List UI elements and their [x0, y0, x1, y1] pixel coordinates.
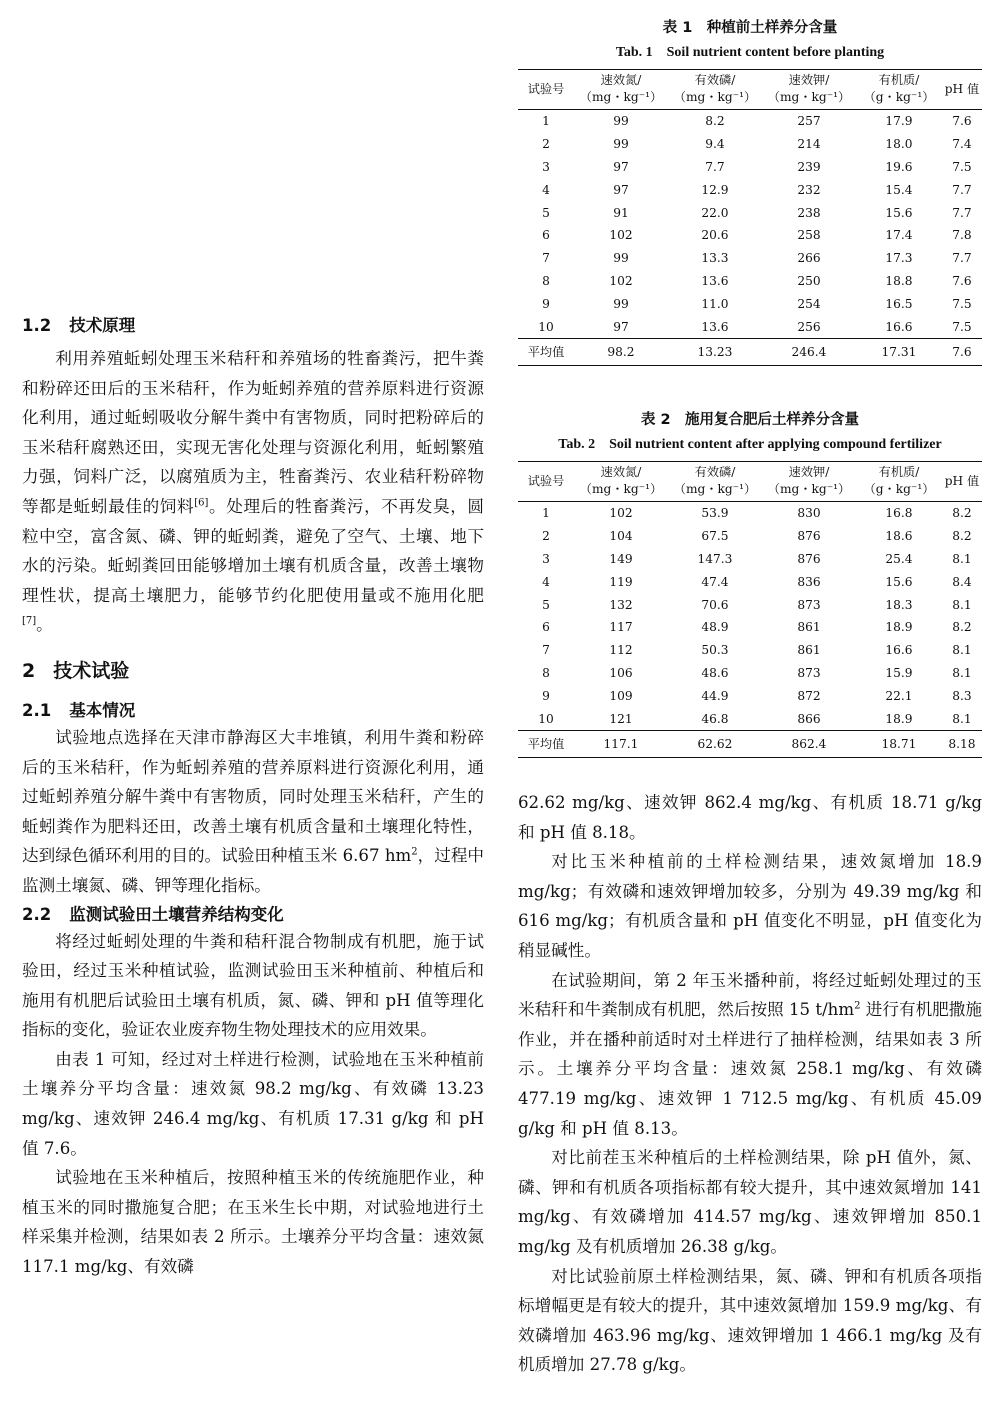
table-cell: 99 — [613, 251, 629, 266]
table-cell: 4 — [542, 182, 550, 197]
table-row — [518, 548, 982, 571]
table-cell: 1 — [542, 506, 550, 521]
table-cell: 16.6 — [885, 319, 913, 334]
table-row — [518, 247, 982, 270]
column-header: 有机质/ （g・kg⁻¹） — [863, 73, 935, 104]
table-cell: 8.2 — [952, 506, 972, 521]
table-cell: 15.6 — [885, 205, 913, 220]
table-row — [518, 593, 982, 616]
column-header: 试验号 — [527, 473, 565, 488]
table-average-row — [518, 338, 982, 365]
table-cell: 13.6 — [701, 273, 729, 288]
table-cell: 2 — [542, 529, 550, 544]
table-2-caption-cn: 表 2 施用复合肥后土样养分含量 — [640, 412, 860, 428]
table-cell: 18.9 — [885, 620, 913, 635]
table-cell: 214 — [797, 137, 821, 152]
section-heading-2-2: 2.2 监测试验田土壤营养结构变化 — [22, 904, 284, 924]
table-cell: 44.9 — [701, 688, 729, 703]
table-row — [518, 224, 982, 247]
table-cell: 866 — [797, 711, 821, 726]
table-cell: 11.0 — [701, 296, 729, 311]
table-cell: 876 — [797, 529, 821, 544]
column-header: 有效磷/ （mg・kg⁻¹） — [673, 73, 757, 104]
table-cell: 8.1 — [952, 597, 972, 612]
table-2-block — [518, 408, 982, 758]
table-cell: 7.7 — [952, 205, 972, 220]
table-cell: 18.71 — [881, 736, 917, 751]
table-cell: 22.0 — [701, 205, 729, 220]
table-cell: 102 — [609, 273, 633, 288]
table-cell: 102 — [609, 228, 633, 243]
table-1-block — [518, 16, 982, 366]
table-cell: 16.6 — [885, 643, 913, 658]
table-cell: 70.6 — [701, 597, 729, 612]
table-cell: 13.6 — [701, 319, 729, 334]
table-cell: 876 — [797, 551, 821, 566]
table-cell: 25.4 — [885, 551, 913, 566]
table-row — [518, 616, 982, 639]
paragraph-compare-before-planting: 对比玉米种植前的土样检测结果，速效氮增加 18.9 mg/kg；有效磷和速效钾增加较多，分别为 49.39 mg/kg 和 616 mg/kg；有机质含量和 pH 值变化不明显，pH 值变化为稍显碱性。 — [518, 852, 982, 960]
table-cell: 18.9 — [885, 711, 913, 726]
table-row — [518, 292, 982, 315]
table-cell: 15.4 — [885, 182, 913, 197]
table-cell: 238 — [797, 205, 821, 220]
table-cell: 17.4 — [885, 228, 913, 243]
table-1 — [518, 69, 982, 366]
table-cell: 12.9 — [701, 182, 729, 197]
table-row — [518, 201, 982, 224]
table-cell: 53.9 — [701, 506, 729, 521]
table-cell: 102 — [609, 506, 633, 521]
table-cell: 17.9 — [885, 114, 913, 129]
table-cell: 99 — [613, 114, 629, 129]
column-header: 速效氮/ （mg・kg⁻¹） — [579, 73, 663, 104]
table-row — [518, 570, 982, 593]
paragraph-after-planting: 试验地在玉米种植后，按照种植玉米的传统施肥作业，种植玉米的同时撒施复合肥；在玉米生长中期，对试验地进行土样采集并检测，结果如表 2 所示。土壤养分平均含量：速效氮 117.1 mg/kg、有效磷 — [22, 1168, 484, 1277]
table-cell: 7 — [542, 643, 550, 658]
table-cell: 97 — [613, 182, 629, 197]
table-cell: 8.1 — [952, 643, 972, 658]
paragraph-monitoring: 将经过蚯蚓处理的牛粪和秸秆混合物制成有机肥，施于试验田，经过玉米种植试验，监测试验田玉米种植前、种植后和施用有机肥后试验田土壤有机质，氮、磷、钾和 pH 值等理化指标的变化，验证农业废弃物生物处理技术的应用效果。 — [22, 931, 484, 1040]
paragraph-compare-previous-crop: 对比前茬玉米种植后的土样检测结果，除 pH 值外，氮、磷、钾和有机质各项指标都有较大提升，其中速效氮增加 141 mg/kg、有效磷增加 414.57 mg/kg、速效钾增加 850.1 mg/kg 及有机质增加 26.38 g/kg。 — [518, 1148, 982, 1256]
table-cell: 8.1 — [952, 665, 972, 680]
table-cell: 258 — [797, 228, 821, 243]
table-2-caption-en: Tab. 2 Soil nutrient content after applying compound fertilizer — [558, 437, 942, 452]
citation-ref: [6] — [194, 497, 209, 509]
table-cell: 106 — [609, 665, 633, 680]
table-row — [518, 315, 982, 338]
table-cell: 7.7 — [705, 159, 725, 174]
table-average-row — [518, 730, 982, 757]
table-cell: 平均值 — [527, 345, 565, 360]
table-cell: 20.6 — [701, 228, 729, 243]
table-row — [518, 270, 982, 293]
paragraph-basic-info: 试验地点选择在天津市静海区大丰堆镇，利用牛粪和粉碎后的玉米秸秆，作为蚯蚓养殖的营养原料进行资源化利用，通过蚯蚓养殖分解牛粪中有害物质，同时处理玉米秸秆，产生的蚯蚓粪作为肥料还田，改善土壤有机质含量和土壤理化特性，达到绿色循环利用的目的。试验田种植玉米 6.67 $hm^2$，过程中监测土壤氮、磷、钾等理化指标。 — [22, 727, 485, 895]
table-cell: 7.5 — [952, 296, 972, 311]
left-column — [22, 312, 484, 1282]
table-row — [518, 707, 982, 730]
table-cell: 9 — [542, 688, 550, 703]
table-cell: 7.6 — [952, 273, 972, 288]
table-cell: 861 — [797, 620, 821, 635]
table-cell: 872 — [797, 688, 821, 703]
right-column-text — [518, 788, 982, 1380]
table-cell: 46.8 — [701, 711, 729, 726]
table-cell: 99 — [613, 296, 629, 311]
table-cell: 8.2 — [952, 620, 972, 635]
citation-ref: [7] — [22, 615, 37, 627]
table-cell: 3 — [542, 551, 550, 566]
table-cell: 1 — [542, 114, 550, 129]
table-cell: 62.62 — [697, 736, 733, 751]
table-row — [518, 110, 982, 133]
table-cell: 7.8 — [952, 228, 972, 243]
table-cell: 8.1 — [952, 711, 972, 726]
table-row — [518, 178, 982, 201]
table-cell: 121 — [609, 711, 633, 726]
table-cell: 18.6 — [885, 529, 913, 544]
table-cell: 97 — [613, 319, 629, 334]
table-cell: 48.9 — [701, 620, 729, 635]
table-cell: 6 — [542, 228, 550, 243]
table-row — [518, 684, 982, 707]
table-1-caption-en: Tab. 1 Soil nutrient content before planting — [615, 45, 885, 60]
table-cell: 16.8 — [885, 506, 913, 521]
column-header: pH 值 — [944, 81, 980, 96]
table-header-row — [518, 70, 982, 110]
column-header: 有机质/ （g・kg⁻¹） — [863, 465, 935, 496]
paragraph-table2-summary: 62.62 mg/kg、速效钾 862.4 mg/kg、有机质 18.71 g/kg 和 pH 值 8.18。 — [518, 793, 982, 842]
table-cell: 836 — [797, 574, 821, 589]
table-cell: 250 — [797, 273, 821, 288]
table-cell: 254 — [797, 296, 821, 311]
table-cell: 9.4 — [705, 137, 725, 152]
table-cell: 8 — [542, 665, 550, 680]
table-row — [518, 662, 982, 685]
table-cell: 16.5 — [885, 296, 913, 311]
table-cell: 119 — [609, 574, 633, 589]
section-heading-1-2: 1.2 技术原理 — [22, 316, 136, 335]
column-header: 有效磷/ （mg・kg⁻¹） — [673, 465, 757, 496]
column-header: 试验号 — [527, 81, 565, 96]
table-2 — [518, 461, 982, 758]
table-cell: 266 — [797, 251, 821, 266]
table-cell: 48.6 — [701, 665, 729, 680]
table-cell: 平均值 — [527, 737, 565, 752]
table-cell: 873 — [797, 665, 821, 680]
table-cell: 7.6 — [952, 114, 972, 129]
table-cell: 147.3 — [697, 551, 733, 566]
table-cell: 9 — [542, 296, 550, 311]
table-cell: 104 — [609, 529, 633, 544]
paragraph-organic-fertilizer: 在试验期间，第 2 年玉米播种前，将经过蚯蚓处理过的玉米秸秆和牛粪制成有机肥，然后按照 15 $t/hm^2$ 进行有机肥撒施作业，并在播种前适时对土样进行了抽样检测，结果如表 3 所示。土壤养分平均含量：速效氮 258.1 mg/kg、有效磷 477.19 mg/kg、速效钾 1 712.5 mg/kg、有机质 45.09 g/kg 和 pH 值 8.13。 — [518, 970, 982, 1138]
table-cell: 5 — [542, 205, 550, 220]
table-cell: 112 — [609, 643, 633, 658]
table-cell: 7.6 — [952, 344, 972, 359]
table-cell: 18.0 — [885, 137, 913, 152]
table-cell: 861 — [797, 643, 821, 658]
table-cell: 873 — [797, 597, 821, 612]
table-cell: 17.3 — [885, 251, 913, 266]
table-row — [518, 639, 982, 662]
table-cell: 8.1 — [952, 551, 972, 566]
table-cell: 232 — [797, 182, 821, 197]
paragraph-technical-principle: 利用养殖蚯蚓处理玉米秸秆和养殖场的牲畜粪污，把牛粪和粉碎还田后的玉米秸秆，作为蚯蚓养殖的营养原料进行资源化利用，通过蚯蚓吸收分解牛粪中有害物质，同时把粉碎后的玉米秸秆腐熟还田，实现无害化处理与资源化利用，蚯蚓繁殖力强，饲料广泛，以腐殖质为主，牲畜粪污、农业秸秆粉碎物等都是蚯蚓最佳的饲料[6]。处理后的牲畜粪污，不再发臭，圆粒中空，富含氮、磷、钾的蚯蚓粪，避免了空气、土壤、地下水的污染。蚯蚓粪回田能够增加土壤有机质含量，改善土壤物理性状，提高土壤肥力，能够节约化肥使用量或不施用化肥[7]。 — [22, 349, 485, 635]
table-cell: 830 — [797, 506, 821, 521]
table-cell: 246.4 — [791, 344, 827, 359]
table-cell: 50.3 — [701, 643, 729, 658]
table-cell: 149 — [609, 551, 633, 566]
table-cell: 13.3 — [701, 251, 729, 266]
table-row — [518, 133, 982, 156]
table-cell: 7 — [542, 251, 550, 266]
paragraph-compare-original-soil: 对比试验前原土样检测结果，氮、磷、钾和有机质各项指标增幅更是有较大的提升，其中速效氮增加 159.9 mg/kg、有效磷增加 463.96 mg/kg、速效钾增加 1 466.1 mg/kg 及有机质增加 27.78 g/kg。 — [518, 1266, 982, 1375]
table-cell: 47.4 — [701, 574, 729, 589]
table-cell: 13.23 — [697, 344, 733, 359]
table-cell: 3 — [542, 159, 550, 174]
table-cell: 22.1 — [885, 688, 913, 703]
table-cell: 6 — [542, 620, 550, 635]
paragraph-table1-summary: 由表 1 可知，经过对土样进行检测，试验地在玉米种植前土壤养分平均含量：速效氮 98.2 mg/kg、有效磷 13.23 mg/kg、速效钾 246.4 mg/kg、有机质 17.31 g/kg 和 pH 值 7.6。 — [22, 1049, 484, 1158]
table-cell: 7.7 — [952, 182, 972, 197]
table-cell: 117 — [609, 620, 633, 635]
table-cell: 7.7 — [952, 251, 972, 266]
table-cell: 15.9 — [885, 665, 913, 680]
table-cell: 8.18 — [948, 736, 976, 751]
section-heading-2-1: 2.1 基本情况 — [22, 700, 136, 720]
table-cell: 117.1 — [603, 736, 639, 751]
table-cell: 8.2 — [952, 529, 972, 544]
table-cell: 8.4 — [952, 574, 972, 589]
table-cell: 98.2 — [607, 344, 635, 359]
column-header: pH 值 — [944, 473, 980, 488]
column-header: 速效氮/ （mg・kg⁻¹） — [579, 465, 663, 496]
table-cell: 15.6 — [885, 574, 913, 589]
table-cell: 67.5 — [701, 529, 729, 544]
table-cell: 18.3 — [885, 597, 913, 612]
table-cell: 8.3 — [952, 688, 972, 703]
table-cell: 19.6 — [885, 159, 913, 174]
table-cell: 132 — [609, 597, 633, 612]
table-cell: 7.5 — [952, 319, 972, 334]
table-cell: 17.31 — [881, 344, 917, 359]
table-row — [518, 525, 982, 548]
table-cell: 257 — [797, 114, 821, 129]
column-header: 速效钾/ （mg・kg⁻¹） — [767, 465, 851, 496]
table-cell: 18.8 — [885, 273, 913, 288]
table-cell: 109 — [609, 688, 633, 703]
table-cell: 10 — [538, 711, 554, 726]
table-cell: 91 — [613, 205, 629, 220]
table-cell: 256 — [797, 319, 821, 334]
table-1-caption-cn: 表 1 种植前土样养分含量 — [662, 20, 838, 36]
table-cell: 5 — [542, 597, 550, 612]
table-cell: 239 — [797, 159, 821, 174]
section-heading-2: 2 技术试验 — [22, 659, 130, 682]
table-cell: 4 — [542, 574, 550, 589]
table-cell: 97 — [613, 159, 629, 174]
table-header-row — [518, 462, 982, 502]
table-cell: 8.2 — [705, 114, 725, 129]
table-cell: 862.4 — [791, 736, 827, 751]
table-cell: 10 — [538, 319, 554, 334]
table-cell: 8 — [542, 273, 550, 288]
table-cell: 7.5 — [952, 159, 972, 174]
table-cell: 7.4 — [952, 137, 972, 152]
table-cell: 99 — [613, 137, 629, 152]
table-cell: 2 — [542, 137, 550, 152]
table-row — [518, 156, 982, 179]
table-row — [518, 502, 982, 525]
column-header: 速效钾/ （mg・kg⁻¹） — [767, 73, 851, 104]
